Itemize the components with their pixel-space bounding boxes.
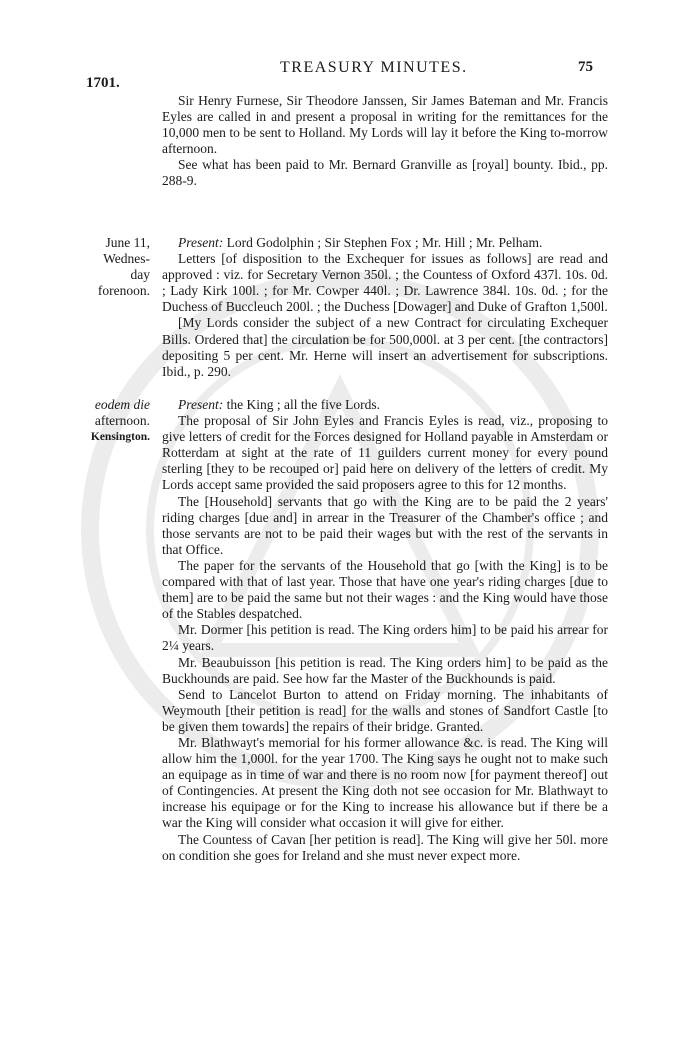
paragraph: The [Household] servants that go with the King are to be paid the 2 years' riding charges [due and] in arrear in the Treasurer of the Chamber's office ; and those servants are not to be paid their wages but with the rest of the servants in that Office. <box>162 493 608 557</box>
margin-line: eodem die <box>94 397 150 412</box>
attendance-line <box>162 397 608 413</box>
paragraph: Mr. Beaubuisson [his petition is read. The King orders him] to be paid as the Buckhounds are paid. See how far the Master of the Buckhounds is paid. <box>162 654 608 686</box>
paragraph: The proposal of Sir John Eyles and Francis Eyles is read, viz., proposing to give letters of credit for the Forces designed for Holland payable in Amsterdam or Rotterdam at sight at the rate of 11 guilders current money for every pound sterling [they to be recouped or] paid here on delivery of the letters of credit. My Lords accept same provided the said proposers agree to this for 12 months. <box>162 413 608 493</box>
page-header <box>0 57 674 91</box>
margin-line: Wednes- <box>103 251 150 266</box>
paragraph: Send to Lancelot Burton to attend on Friday morning. The inhabitants of Weymouth [their petition is read] for the walls and stones of Sandfort Castle [to be given them towards] the repairs of their bridge. Granted. <box>162 686 608 734</box>
margin-line: afternoon. <box>94 413 150 428</box>
paragraph: Letters [of disposition to the Exchequer for issues as follows] are read and approved : viz. for Secretary Vernon 350l. ; the Countess of Oxford 437l. 10s. 0d. ; Lady Kirk 100l. ; for Mr. Cowper 440l. ; Dr. Lawrence 384l. 10s. 0d. ; for the Duchess of Buccleuch 200l. ; the Duchess [Dowager] and Duke of Grafton 1,500l. <box>162 251 608 315</box>
margin-note <box>68 235 150 299</box>
margin-note <box>68 397 150 445</box>
paragraph <box>162 157 608 189</box>
entry-body <box>162 93 608 190</box>
attendance-label: Present: <box>178 235 224 250</box>
header-title: TREASURY MINUTES. <box>280 59 468 76</box>
header-year: 1701. <box>86 75 120 91</box>
paragraph: The Countess of Cavan [her petition is read]. The King will give her 50l. more on condition she goes for Ireland and she must never expect more. <box>162 831 608 863</box>
margin-line: forenoon. <box>97 283 150 298</box>
paragraph-text: See what has been paid to Mr. Bernard Granville as [royal] bounty. Ibid., pp. 288-9. <box>162 157 608 189</box>
paragraph: Mr. Dormer [his petition is read. The King orders him] to be paid his arrear for 2¼ years. <box>162 622 608 654</box>
paragraph: Mr. Blathwayt's memorial for his former allowance &c. is read. The King will allow him the 1,000l. for the year 1700. The King says he ought not to make such an equipage as in time of war and there is no room now [for payment thereof] out of Contingencies. At present the King doth not see occasion for Mr. Blathwayt to increase his equipage or for the King to increase his allowance but if there be a war the King will consider what occasion it will give for either. <box>162 734 608 831</box>
paragraph: The paper for the servants of the Household that go [with the King] is to be compared with that of last year. Those that have one year's riding charges [due to them] are to be paid the same but not their wages : and the King would have those of the Stables despatched. <box>162 557 608 622</box>
entry-body <box>162 235 608 380</box>
margin-line: June 11, <box>105 235 150 250</box>
attendance-label: Present: <box>178 397 224 412</box>
entry-body <box>162 397 608 864</box>
attendance-line <box>162 235 608 251</box>
margin-line: day <box>130 267 150 282</box>
paragraph: [My Lords consider the subject of a new Contract for circulating Exchequer Bills. Ordered that] the circulation be for 500,000l. at 3 per cent. [the contractors] depositing 5 per cent. Mr. Herne will insert an advertisement for subscriptions. Ibid., p. 290. <box>162 315 608 379</box>
margin-line: Kensington. <box>90 431 150 443</box>
attendance-names: Lord Godolphin ; Sir Stephen Fox ; Mr. Hill ; Mr. Pelham. <box>226 235 543 250</box>
attendance-names: the King ; all the five Lords. <box>226 397 380 412</box>
page-number: 75 <box>578 59 593 75</box>
paragraph: Sir Henry Furnese, Sir Theodore Janssen, Sir James Bateman and Mr. Francis Eyles are called in and present a proposal in writing for the remittances for the 10,000 men to be sent to Holland. My Lords will lay it before the King to-morrow afternoon. <box>162 93 608 157</box>
